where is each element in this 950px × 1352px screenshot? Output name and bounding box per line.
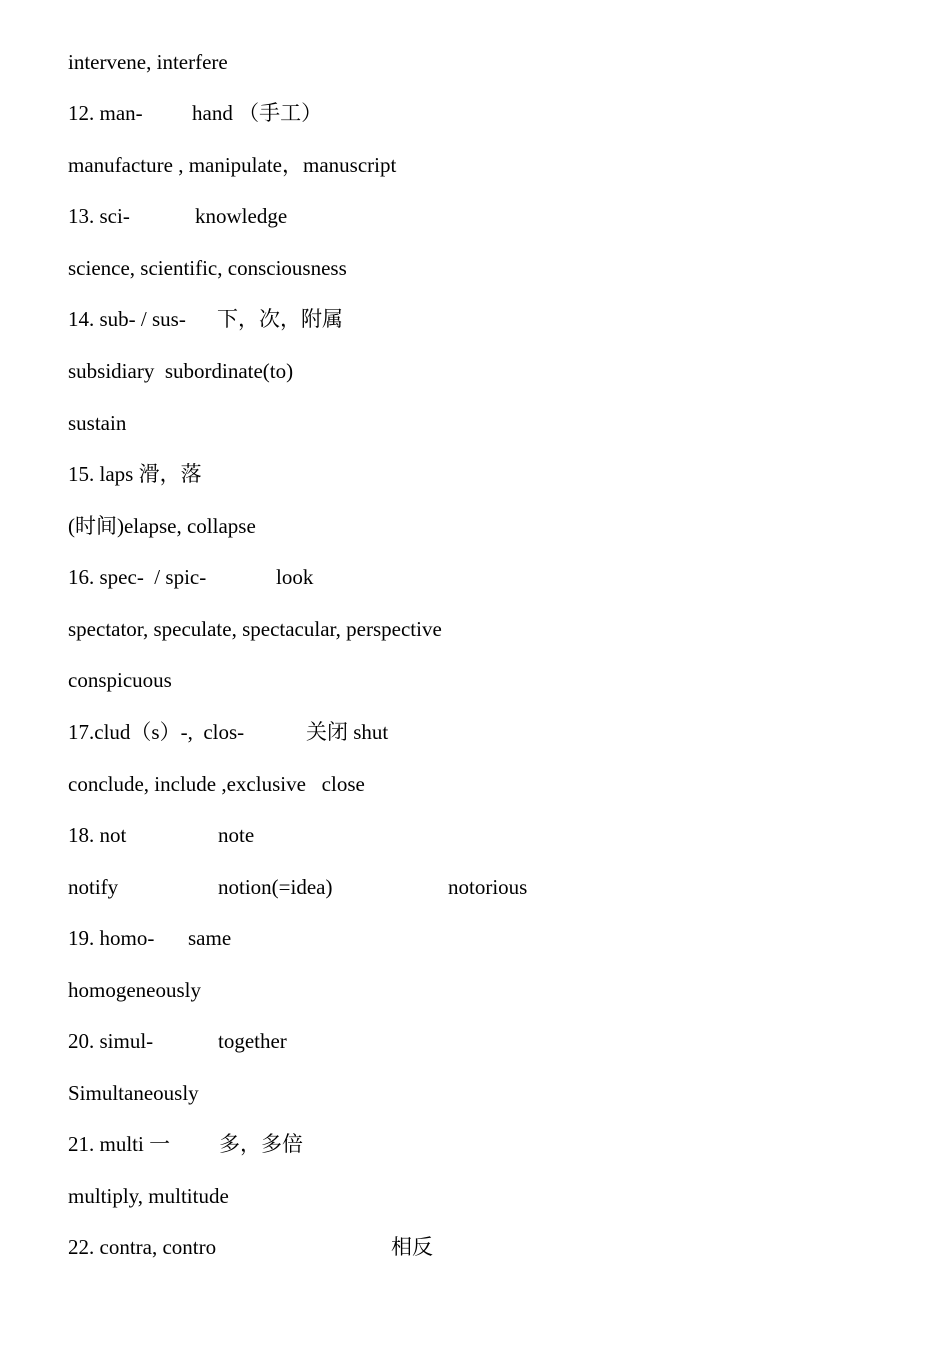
line-text: conspicuous	[68, 668, 172, 692]
example-words	[68, 769, 365, 799]
word-2: notion(=idea)	[218, 875, 333, 899]
prefix-heading	[68, 98, 323, 128]
prefix-meaning: 多，多倍	[219, 1132, 303, 1156]
line-text: Simultaneously	[68, 1081, 199, 1105]
example-words	[68, 511, 256, 541]
example-words	[68, 150, 397, 180]
prefix-term: 16. spec- / spic-	[68, 565, 207, 589]
prefix-heading	[68, 717, 389, 747]
prefix-meaning: 下，次，附属	[217, 307, 343, 331]
line-text: conclude, include ,exclusive close	[68, 772, 365, 796]
prefix-meaning: same	[188, 926, 232, 950]
prefix-term: 21. multi 一	[68, 1132, 171, 1156]
prefix-heading	[68, 923, 232, 953]
prefix-heading	[68, 459, 202, 489]
line-text: spectator, speculate, spectacular, perspective	[68, 617, 442, 641]
prefix-term: 18. not	[68, 823, 127, 847]
prefix-heading	[68, 820, 255, 850]
text-line	[68, 47, 228, 77]
prefix-heading	[68, 1232, 433, 1262]
line-text: manufacture , manipulate，manuscript	[68, 153, 397, 177]
example-words	[68, 1078, 199, 1108]
prefix-meaning: together	[218, 1029, 287, 1053]
prefix-term: 17.clud（s）-, clos-	[68, 720, 245, 744]
example-words	[68, 975, 201, 1005]
prefix-term: 12. man-	[68, 101, 143, 125]
prefix-heading	[68, 304, 343, 334]
example-words	[68, 356, 294, 386]
word-3: notorious	[448, 875, 528, 899]
word-1: notify	[68, 875, 119, 899]
prefix-term: 19. homo-	[68, 926, 155, 950]
example-words	[68, 872, 528, 902]
line-text: (时间)elapse, collapse	[68, 514, 256, 538]
prefix-meaning: hand （手工）	[192, 101, 323, 125]
line-text: intervene, interfere	[68, 50, 228, 74]
prefix-heading	[68, 1129, 303, 1159]
prefix-term: 13. sci-	[68, 204, 130, 228]
example-words	[68, 408, 127, 438]
prefix-meaning: 关闭 shut	[306, 720, 389, 744]
line-text: multiply, multitude	[68, 1184, 229, 1208]
prefix-term: 22. contra, contro	[68, 1235, 217, 1259]
prefix-term: 15. laps 滑，落	[68, 462, 202, 486]
example-words	[68, 253, 347, 283]
prefix-meaning: note	[218, 823, 255, 847]
prefix-meaning: knowledge	[195, 204, 288, 228]
prefix-term: 14. sub- / sus-	[68, 307, 186, 331]
prefix-heading	[68, 562, 314, 592]
prefix-term: 20. simul-	[68, 1029, 154, 1053]
prefix-meaning: 相反	[391, 1235, 433, 1259]
example-words	[68, 614, 442, 644]
prefix-heading	[68, 1026, 287, 1056]
line-text: homogeneously	[68, 978, 201, 1002]
line-text: science, scientific, consciousness	[68, 256, 347, 280]
prefix-heading	[68, 201, 288, 231]
line-text: sustain	[68, 411, 127, 435]
line-text: subsidiary subordinate(to)	[68, 359, 294, 383]
example-words	[68, 665, 172, 695]
prefix-meaning: look	[276, 565, 314, 589]
example-words	[68, 1181, 229, 1211]
